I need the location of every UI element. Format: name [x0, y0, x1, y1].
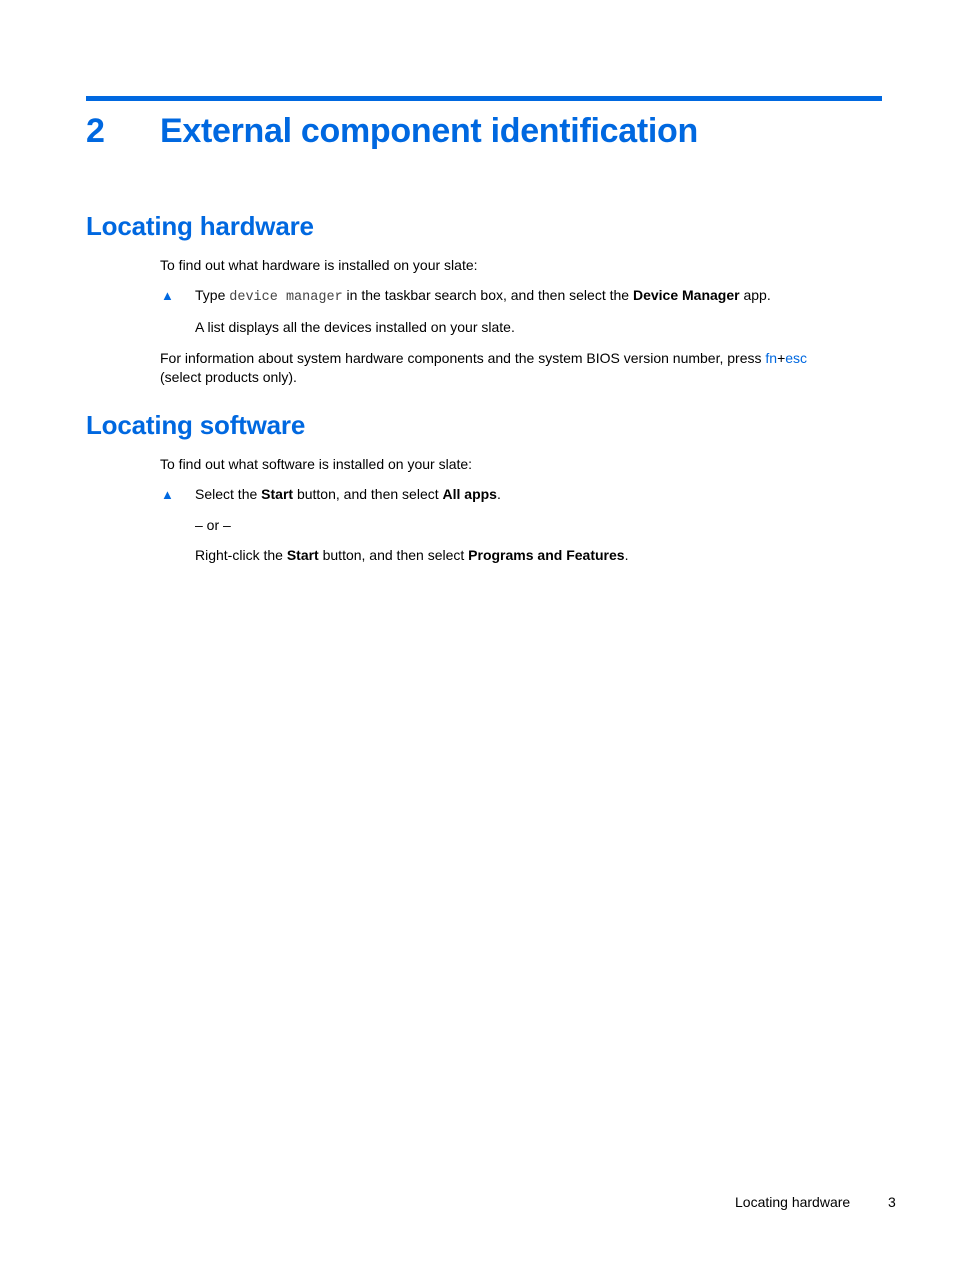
- hardware-intro: To find out what hardware is installed on your slate:: [160, 257, 478, 273]
- section-heading-software: Locating software: [86, 410, 306, 440]
- step-text: in the taskbar search box, and then select the: [342, 287, 633, 303]
- step-text: .: [624, 547, 629, 563]
- programs-and-features-label: Programs and Features: [468, 547, 625, 563]
- section-heading-hardware: Locating hardware: [86, 211, 314, 241]
- step-text: Right-click the: [195, 547, 287, 563]
- footer-section-name: Locating hardware: [735, 1194, 851, 1210]
- device-manager-label: Device Manager: [632, 287, 740, 303]
- search-term-code: device manager: [229, 290, 343, 305]
- triangle-bullet-icon: ▲: [161, 288, 174, 303]
- page-number: 3: [888, 1194, 896, 1210]
- hardware-info-line2: (select products only).: [160, 369, 297, 385]
- chapter-rule: [86, 96, 882, 101]
- software-step-1: [195, 485, 501, 504]
- triangle-bullet-icon: ▲: [161, 487, 174, 502]
- chapter-title-text: External component identification: [160, 112, 698, 150]
- step-text: button, and then select: [318, 547, 469, 563]
- step-text: Select the: [195, 486, 262, 502]
- software-intro: To find out what software is installed on your slate:: [160, 456, 473, 472]
- hardware-info: [160, 349, 807, 368]
- info-text: For information about system hardware components and the system BIOS version number, press: [160, 350, 766, 366]
- hardware-result: A list displays all the devices installed on your slate.: [195, 319, 515, 335]
- step-text: .: [496, 486, 501, 502]
- esc-key-link[interactable]: esc: [785, 350, 808, 366]
- step-text: app.: [739, 287, 771, 303]
- step-text: Type: [195, 287, 230, 303]
- fn-key-link[interactable]: fn: [765, 350, 778, 366]
- start-label: Start: [286, 547, 319, 563]
- hardware-step: [195, 286, 771, 307]
- all-apps-label: All apps: [442, 486, 497, 502]
- software-step-2: [195, 546, 628, 565]
- start-label: Start: [261, 486, 294, 502]
- step-text: button, and then select: [293, 486, 443, 502]
- chapter-number: 2: [86, 112, 105, 150]
- chapter-title: [86, 110, 698, 152]
- key-plus: +: [777, 350, 786, 366]
- or-separator: – or –: [195, 517, 231, 533]
